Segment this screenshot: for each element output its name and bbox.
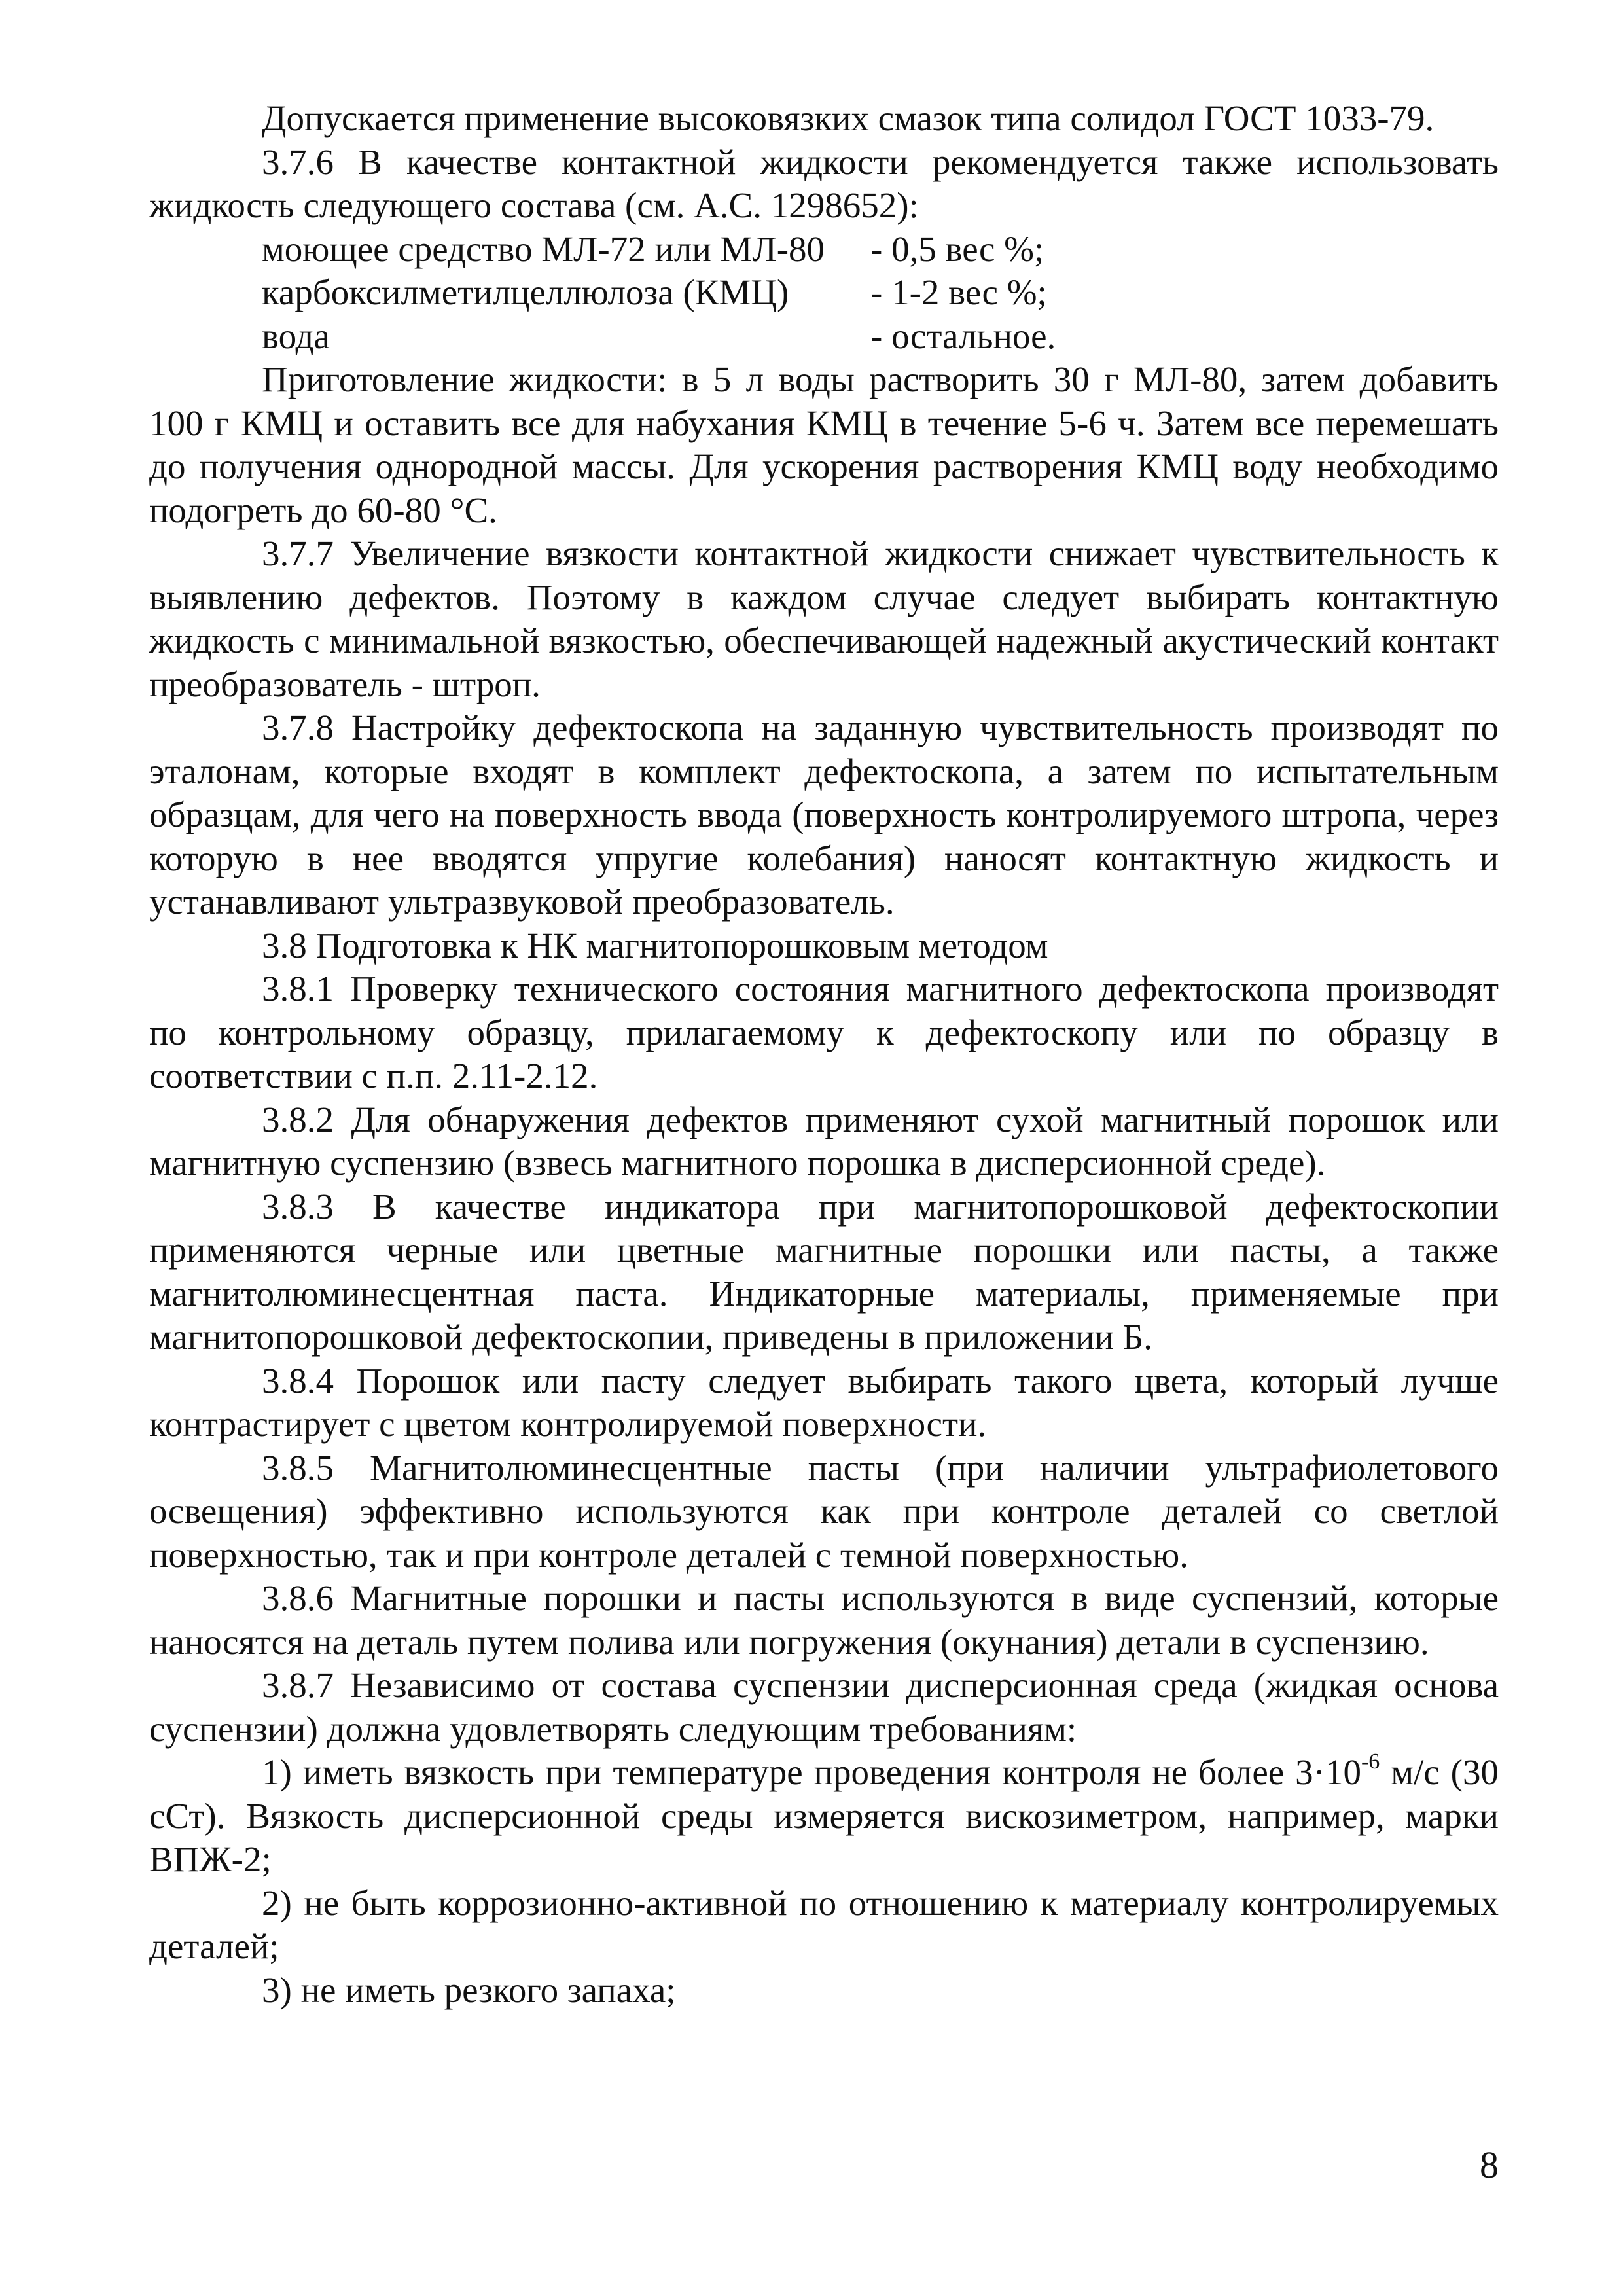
composition-item-amount: - 0,5 вес %; [870, 228, 1044, 269]
requirement-2: 2) не быть коррозионно-активной по отношению к материалу контролируемых деталей; [149, 1882, 1499, 1966]
paragraph-3-8-3: 3.8.3 В качестве индикатора при магнитопорошковой дефектоскопии применяются черные или цветные магнитные порошки или пасты, а также магнитолюминесцентная паста. Индикаторные материалы, применяемые при магнитопорошковой дефектоскопии, приведены в приложении Б. [149, 1186, 1499, 1357]
composition-item-name: карбоксилметилцеллюлоза (КМЦ) [262, 272, 789, 312]
requirement-1 [149, 1751, 1499, 1882]
paragraph-solidol: Допускается применение высоковязких смазок типа солидол ГОСТ 1033-79. [262, 98, 1435, 138]
paragraph-3-8-7: 3.8.7 Независимо от состава суспензии дисперсионная среда (жидкая основа суспензии) должна удовлетворять следующим требованиям: [149, 1665, 1499, 1749]
requirement-1-text-end: м/с (30 сСт). Вязкость дисперсионной среды измеряется вискозиметром, например, марки ВПЖ-2; [149, 1752, 1499, 1879]
paragraph-3-7-7: 3.7.7 Увеличение вязкости контактной жидкости снижает чувствительность к выявлению дефектов. Поэтому в каждом случае следует выбирать контактную жидкость с минимальной вязкостью, обеспечивающей надежный акустический контакт преобразователь - штроп. [149, 533, 1499, 704]
composition-item-name: моющее средство МЛ-72 или МЛ-80 [262, 228, 825, 269]
paragraph-3-8-2: 3.8.2 Для обнаружения дефектов применяют сухой магнитный порошок или магнитную суспензию (взвесь магнитного порошка в дисперсионной среде). [149, 1099, 1499, 1183]
paragraph-3-7-6: 3.7.6 В качестве контактной жидкости рекомендуется также использовать жидкость следующего состава (см. А.С. 1298652): [149, 141, 1499, 225]
requirement-1-text: 1) иметь вязкость при температуре проведения контроля не более 3 [262, 1752, 1313, 1792]
paragraph-3-7-8: 3.7.8 Настройку дефектоскопа на заданную чувствительность производят по эталонам, которые входят в комплект дефектоскопа, а затем по испытательным образцам, для чего на поверхность ввода (поверхность контролируемого штропа, через которую в нее вводятся упругие колебания) наносят контактную жидкость и устанавливают ультразвуковой преобразователь. [149, 708, 1499, 922]
document-body [149, 97, 1499, 2012]
page-number: 8 [1480, 2144, 1499, 2186]
paragraph-3-8-1: 3.8.1 Проверку технического состояния магнитного дефектоскопа производят по контрольному образцу, прилагаемому к дефектоскопу или по образцу в соответствии с п.п. 2.11-2.12. [149, 969, 1499, 1096]
requirement-3: 3) не иметь резкого запаха; [262, 1969, 676, 2010]
power-exponent: -6 [1361, 1749, 1380, 1774]
power-base: 10 [1325, 1752, 1361, 1792]
section-heading-3-8: 3.8 Подготовка к НК магнитопорошковым методом [262, 925, 1048, 965]
composition-item-name: вода [262, 315, 330, 356]
paragraph-3-8-6: 3.8.6 Магнитные порошки и пасты используются в виде суспензий, которые наносятся на деталь путем полива или погружения (окунания) детали в суспензию. [149, 1578, 1499, 1662]
multiplication-dot: · [1313, 1752, 1325, 1792]
composition-list [262, 228, 1499, 359]
composition-item-amount: - 1-2 вес %; [870, 272, 1047, 312]
paragraph-preparation: Приготовление жидкости: в 5 л воды растворить 30 г МЛ-80, затем добавить 100 г КМЦ и оставить все для набухания КМЦ в течение 5-6 ч. Затем все перемешать до получения однородной массы. Для ускорения растворения КМЦ воду необходимо подогреть до 60-80 °С. [149, 359, 1499, 530]
paragraph-3-8-4: 3.8.4 Порошок или пасту следует выбирать такого цвета, который лучше контрастирует с цветом контролируемой поверхности. [149, 1360, 1499, 1444]
paragraph-3-8-5: 3.8.5 Магнитолюминесцентные пасты (при наличии ультрафиолетового освещения) эффективно используются как при контроле деталей со светлой поверхностью, так и при контроле деталей с темной поверхностью. [149, 1447, 1499, 1575]
composition-item-amount: - остальное. [870, 315, 1056, 356]
